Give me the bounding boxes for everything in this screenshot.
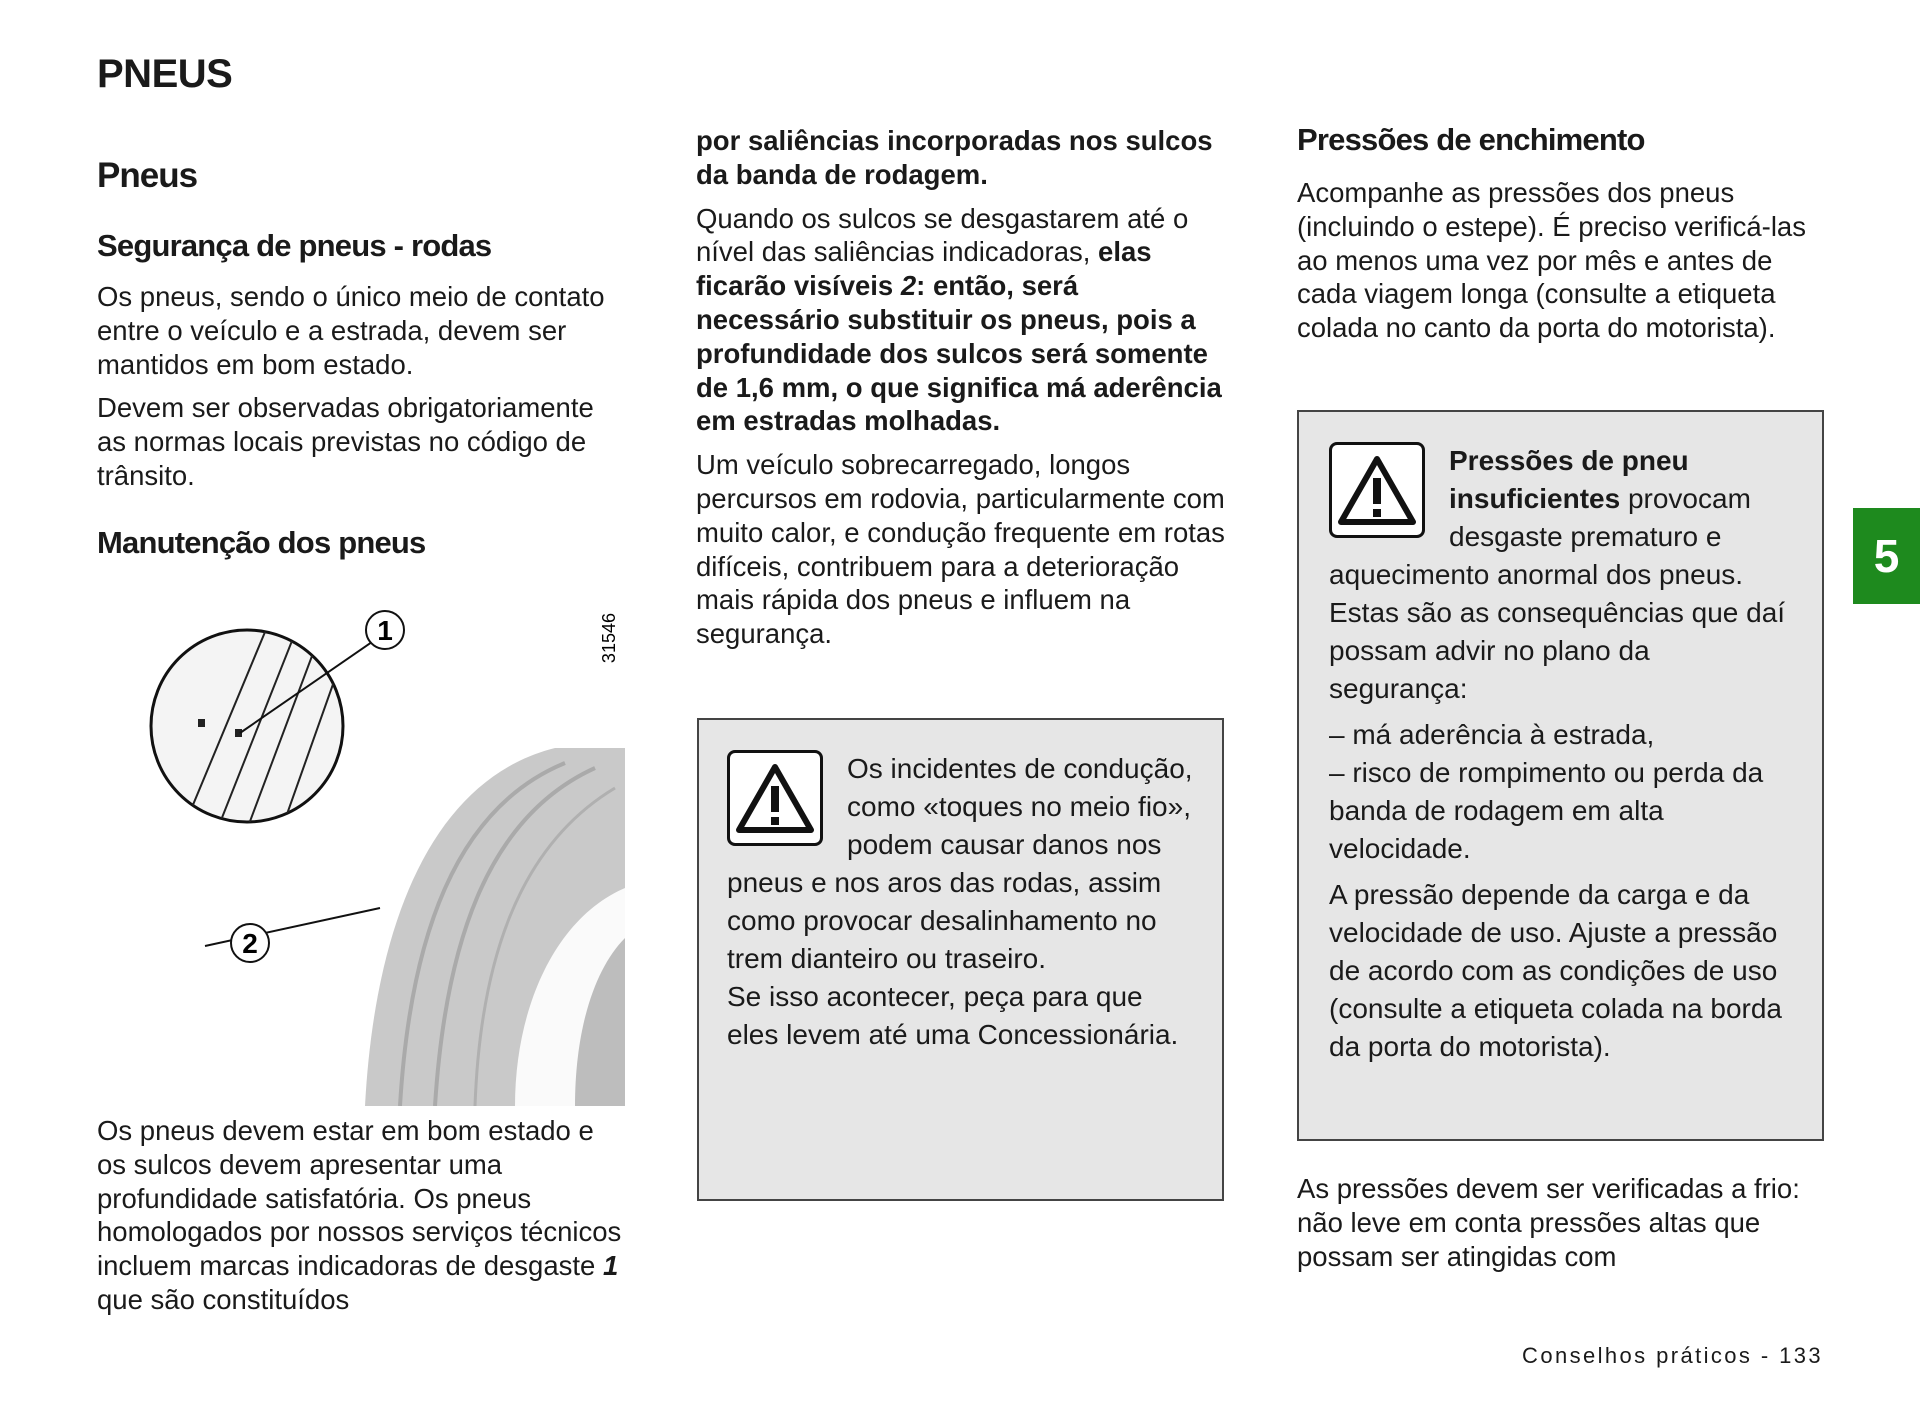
paragraph: Os pneus devem estar em bom estado e os sulcos devem apresentar uma profundidade satisfatória. Os pneus homologados por nossos serviços técnicos incluem marcas indicadoras de desgaste 1 que são constituídos bbox=[97, 1115, 622, 1315]
warning-list-item: – risco de rompimento ou perda da banda de rodagem em alta velocidade. bbox=[1329, 757, 1764, 864]
warning-text: Pressões de pneu insuficientes provocam desgaste prematuro e aquecimento anormal dos pneus. Estas são as consequências que daí possam advir no plano da segurança: bbox=[1329, 445, 1786, 704]
warning-triangle-icon bbox=[1329, 442, 1425, 538]
warning-triangle-icon bbox=[727, 750, 823, 846]
paragraph: por saliências incorporadas nos sulcos da banda de rodagem. bbox=[696, 125, 1213, 190]
page-title: PNEUS bbox=[97, 52, 233, 96]
warning-box-incidents bbox=[697, 718, 1224, 1201]
paragraph: Acompanhe as pressões dos pneus (incluindo o estepe). É preciso verificá-las ao menos uma vez por mês e antes de cada viagem longa (consulte a etiqueta colada no canto da porta do motorista). bbox=[1297, 177, 1806, 344]
chapter-tab: 5 bbox=[1853, 508, 1920, 604]
figure-ref: 31546 bbox=[599, 613, 619, 664]
tire-wear-figure bbox=[135, 588, 625, 1106]
warning-text: Os incidentes de condução, como «toques no meio fio», podem causar danos nos pneus e nos aros das rodas, assim como provocar desalinhamento no trem dianteiro ou traseiro. bbox=[727, 753, 1193, 974]
callout-1: 1 bbox=[377, 615, 393, 646]
paragraph: Um veículo sobrecarregado, longos percursos em rodovia, particularmente com muito calor, e condução frequente em rotas difíceis, contribuem para a deterioração mais rápida dos pneus e influem na segurança. bbox=[696, 449, 1225, 650]
warning-text: Se isso acontecer, peça para que eles levem até uma Concessionária. bbox=[727, 981, 1179, 1050]
warning-box-pressure bbox=[1297, 410, 1824, 1141]
warning-text: A pressão depende da carga e da velocidade de uso. Ajuste a pressão de acordo com as condições de uso (consulte a etiqueta colada na borda da porta do motorista). bbox=[1329, 879, 1782, 1062]
page-footer: Conselhos práticos - 133 bbox=[1522, 1343, 1823, 1368]
paragraph: Devem ser observadas obrigatoriamente as normas locais previstas no código de trânsito. bbox=[97, 392, 594, 491]
paragraph: Quando os sulcos se desgastarem até o nível das saliências indicadoras, elas ficarão visíveis 2: então, será necessário substituir os pneus, pois a profundidade dos sulcos será somente de 1,6 mm, o que significa má aderência em estradas molhadas. bbox=[696, 202, 1222, 437]
subheading-manutencao: Manutenção dos pneus bbox=[97, 525, 426, 560]
section-heading-pneus: Pneus bbox=[97, 156, 198, 195]
callout-2: 2 bbox=[242, 928, 258, 959]
warning-list-item: – má aderência à estrada, bbox=[1329, 719, 1655, 750]
paragraph: Os pneus, sendo o único meio de contato entre o veículo e a estrada, devem ser mantidos em bom estado. bbox=[97, 281, 605, 380]
subheading-seguranca: Segurança de pneus - rodas bbox=[97, 228, 492, 263]
paragraph: As pressões devem ser verificadas a frio: não leve em conta pressões altas que possam ser atingidas com bbox=[1297, 1173, 1800, 1272]
subheading-pressoes: Pressões de enchimento bbox=[1297, 122, 1645, 157]
